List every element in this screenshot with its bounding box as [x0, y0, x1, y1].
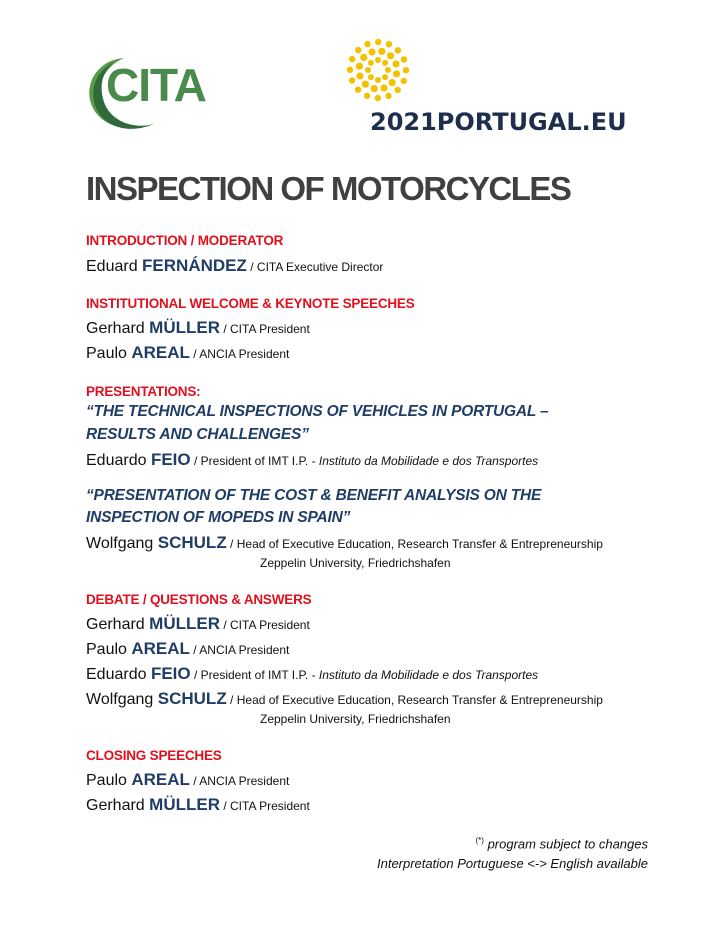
cita-wordmark: CITA — [106, 59, 206, 111]
speaker-row: Paulo AREAL / ANCIA President — [86, 343, 290, 362]
speaker-row: Eduardo FEIO / President of IMT I.P. - Instituto da Mobilidade e dos Transportes — [86, 450, 539, 469]
cita-logo — [84, 54, 214, 134]
last-name: MÜLLER — [149, 795, 220, 814]
institution-name: Instituto da Mobilidade e dos Transportes — [318, 668, 539, 682]
page-title: INSPECTION OF MOTORCYCLES — [86, 170, 571, 207]
portugal-presidency-logo — [336, 34, 627, 140]
program-note — [476, 836, 649, 851]
note-text: program subject to changes — [483, 836, 648, 852]
first-name: Gerhard — [86, 320, 145, 337]
sun-dots-icon — [336, 34, 420, 108]
last-name: AREAL — [131, 770, 190, 789]
first-name: Paulo — [86, 772, 127, 789]
last-name: AREAL — [131, 343, 190, 362]
first-name: Eduardo — [86, 452, 147, 469]
speaker-row: Gerhard MÜLLER / CITA President — [86, 614, 310, 633]
speaker-role: Head of Executive Education, Research Transfer & Entrepreneurship — [236, 537, 603, 551]
first-name: Eduard — [86, 258, 138, 275]
speaker-row: Wolfgang SCHULZ / Head of Executive Education, Research Transfer & Entrepreneurship — [86, 533, 603, 552]
last-name: MÜLLER — [149, 614, 220, 633]
speaker-role: CITA President — [230, 799, 310, 813]
section-heading-presentations: PRESENTATIONS: — [86, 384, 201, 399]
section-heading-introduction: INTRODUCTION / MODERATOR — [86, 233, 284, 248]
institution-name: Instituto da Mobilidade e dos Transportes — [318, 454, 539, 468]
speaker-row: Eduardo FEIO / President of IMT I.P. - Instituto da Mobilidade e dos Transportes — [86, 664, 539, 683]
portugal-wordmark: 2021PORTUGAL.EU — [370, 108, 627, 136]
last-name: SCHULZ — [157, 533, 227, 552]
speaker-row: Paulo AREAL / ANCIA President — [86, 639, 290, 658]
section-heading-welcome: INSTITUTIONAL WELCOME & KEYNOTE SPEECHES — [86, 296, 415, 311]
speaker-role: CITA President — [230, 618, 310, 632]
speaker-row: Wolfgang SCHULZ / Head of Executive Education, Research Transfer & Entrepreneurship — [86, 689, 603, 708]
speaker-role-continuation: Zeppelin University, Friedrichshafen — [260, 712, 451, 726]
speaker-role: President of IMT I.P. - — [200, 454, 319, 468]
speaker-row: Paulo AREAL / ANCIA President — [86, 770, 290, 789]
speaker-row: Eduard FERNÁNDEZ / CITA Executive Director — [86, 256, 384, 275]
first-name: Gerhard — [86, 616, 145, 633]
first-name: Paulo — [86, 345, 127, 362]
speaker-role: CITA President — [230, 322, 310, 336]
first-name: Wolfgang — [86, 691, 154, 708]
first-name: Wolfgang — [86, 535, 154, 552]
interpretation-note: Interpretation Portuguese <-> English available — [376, 856, 648, 871]
speaker-role: Head of Executive Education, Research Transfer & Entrepreneurship — [236, 693, 603, 707]
presentation-title-line: INSPECTION OF MOPEDS IN SPAIN” — [86, 509, 351, 526]
speaker-row: Gerhard MÜLLER / CITA President — [86, 318, 310, 337]
last-name: AREAL — [131, 639, 190, 658]
presentation-title-line: “PRESENTATION OF THE COST & BENEFIT ANALYSIS ON THE — [86, 487, 542, 504]
presentation-title-line: “THE TECHNICAL INSPECTIONS OF VEHICLES IN PORTUGAL – — [86, 403, 549, 420]
speaker-role: ANCIA President — [199, 643, 290, 657]
last-name: FEIO — [150, 664, 191, 683]
last-name: MÜLLER — [149, 318, 220, 337]
last-name: SCHULZ — [157, 689, 227, 708]
last-name: FEIO — [150, 450, 191, 469]
first-name: Gerhard — [86, 797, 145, 814]
speaker-role: CITA Executive Director — [256, 260, 384, 274]
footnote-mark: (*) — [475, 836, 484, 845]
section-heading-debate: DEBATE / QUESTIONS & ANSWERS — [86, 592, 312, 607]
speaker-role: ANCIA President — [199, 347, 290, 361]
speaker-row: Gerhard MÜLLER / CITA President — [86, 795, 310, 814]
speaker-role-continuation: Zeppelin University, Friedrichshafen — [260, 556, 451, 570]
speaker-role: ANCIA President — [199, 774, 290, 788]
last-name: FERNÁNDEZ — [142, 256, 247, 275]
first-name: Paulo — [86, 641, 127, 658]
speaker-role: President of IMT I.P. - — [200, 668, 319, 682]
first-name: Eduardo — [86, 666, 147, 683]
presentation-title-line: RESULTS AND CHALLENGES” — [86, 426, 309, 443]
section-heading-closing: CLOSING SPEECHES — [86, 748, 222, 763]
